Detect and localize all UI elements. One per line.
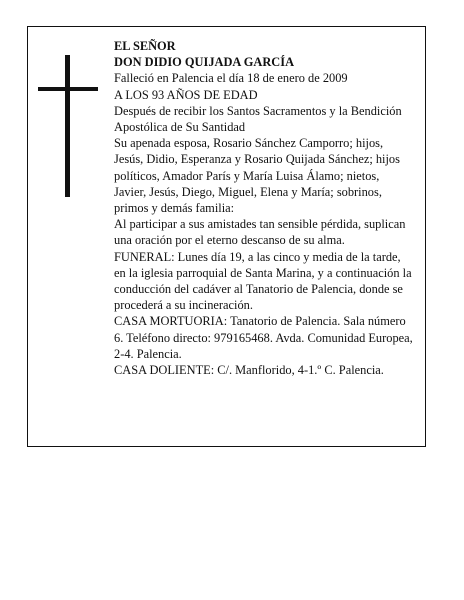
mortuary-paragraph: CASA MORTUORIA: Tanatorio de Palencia. Sala número 6. Teléfono directo: 979165468. Avda. Comunidad Europea, 2-4. Palencia. [114,314,413,361]
heading-line-2: DON DIDIO QUIJADA GARCÍA [114,55,295,70]
age-line: A LOS 93 AÑOS DE EDAD [114,87,258,102]
heading-line-1: EL SEÑOR [114,39,176,53]
request-paragraph: Al participar a sus amistades tan sensible pérdida, suplican una oración por el eterno descanso de su alma. [114,217,406,248]
death-line: Falleció en Palencia el día 18 de enero de 2009 [114,71,348,86]
sacraments-paragraph: Después de recibir los Santos Sacramentos y la Bendición Apostólica de Su Santidad [114,103,402,135]
obituary-text [114,38,414,378]
cross-horizontal-bar [38,87,98,91]
funeral-paragraph: FUNERAL: Lunes día 19, a las cinco y media de la tarde, en la iglesia parroquial de Santa Marina, y a continuación la conducción del cadáver al Tanatorio de Palencia, donde se procederá a su incineración. [114,249,412,313]
cross-vertical-bar [65,55,70,197]
family-paragraph: Su apenada esposa, Rosario Sánchez Camporro; hijos, Jesús, Didio, Esperanza y Rosario Quijada Sánchez; hijos políticos, Amador París y María Luisa Álamo; nietos, Javier, Jesús, Diego, Miguel, Elena y María; sobrinos, primos y demás familia: [114,136,400,216]
cross-icon [38,55,98,197]
mourning-house-paragraph: CASA DOLIENTE: C/. Manflorido, 4-1.º C. Palencia. [114,363,384,378]
